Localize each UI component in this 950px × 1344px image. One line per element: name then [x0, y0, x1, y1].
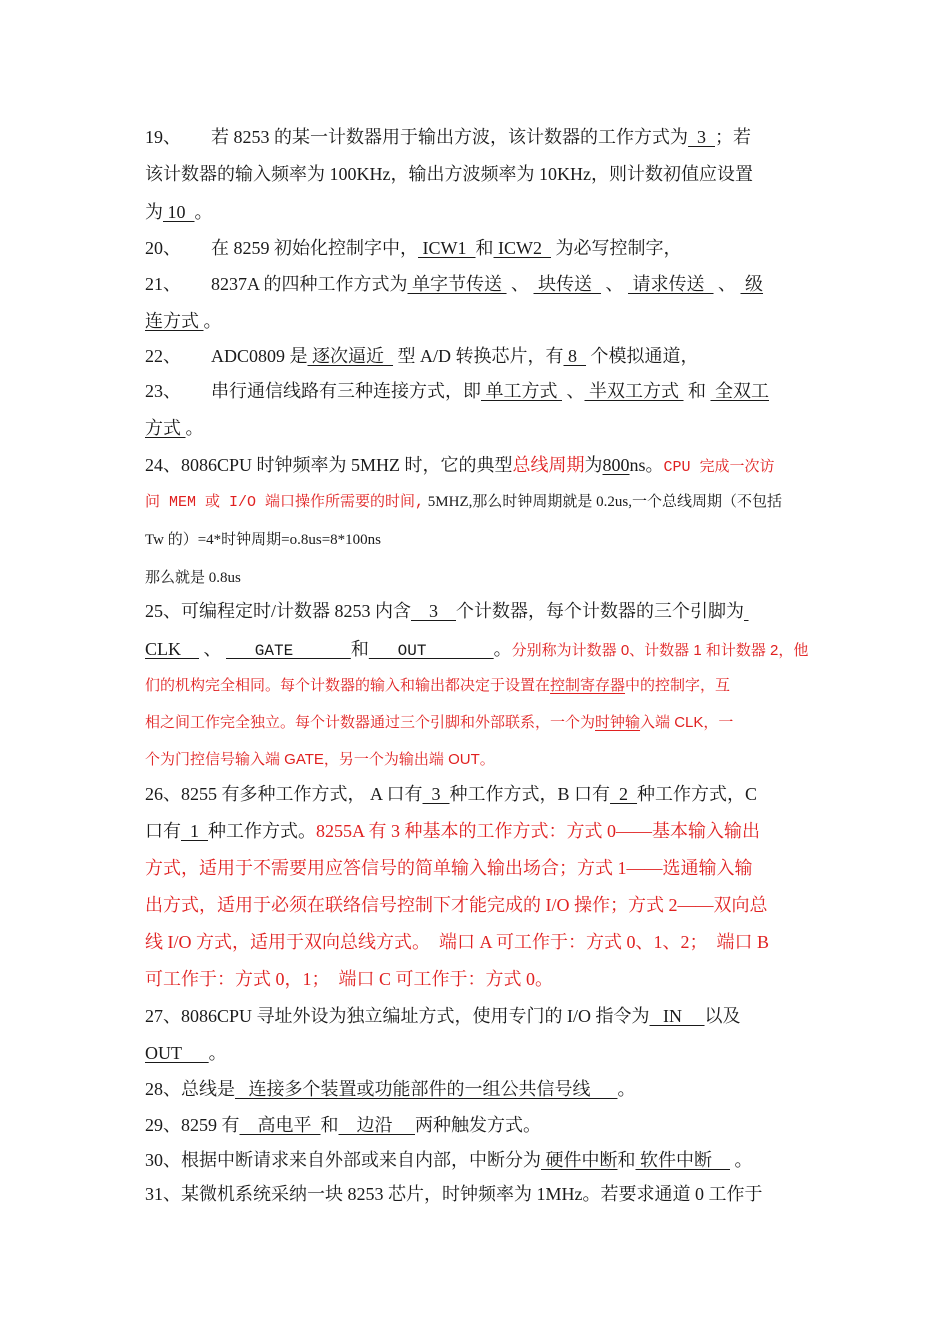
q26-line1: 26、8255 有多种工作方式， A 口有 3 种工作方式，B 口有 2 种工作方式，C — [145, 784, 758, 804]
q27-line1: 27、8086CPU 寻址外设为独立编址方式，使用专门的 I/O 指令为 IN 以及 — [145, 1006, 741, 1026]
q23-number: 23、 — [145, 381, 181, 401]
q20-answer-icw1: ICW1 — [418, 238, 476, 258]
q26-note-line2: 方式，适用于不需要用应答信号的简单输入输出场合；方式 1——选通输入输 — [145, 858, 753, 878]
q19-answer-mode: 3 — [688, 127, 715, 147]
q19-line2: 该计数器的输入频率为 100KHz，输出方波频率为 10KHz，则计数初值应设置 — [145, 164, 753, 184]
q28-answer: 连接多个装置或功能部件的一组公共信号线 — [235, 1079, 618, 1099]
q23-answer-full-duplex-part2: 方式 — [145, 418, 186, 438]
q25-answer-gate: GATE — [226, 642, 351, 660]
q22-answer-type: 逐次逼近 — [307, 346, 394, 366]
q26-note-line4: 线 I/O 方式，适用于双向总线方式。 端口 A 可工作于：方式 0、1、2； 端口 B — [145, 932, 770, 952]
q24-line3: Tw 的）=4*时钟周期=o.8us=8*100ns — [145, 532, 382, 548]
q21-answer-cascade-part1: 级 — [740, 274, 764, 294]
q26-line2: 口有 1 种工作方式。8255A 有 3 种基本的工作方式：方式 0——基本输入输出 — [145, 821, 761, 841]
q26-answer-port-c: 1 — [181, 821, 208, 841]
q22-number: 22、 — [145, 346, 181, 366]
q25-note-line2: 们的机构完全相同。每个计数器的输入和输出都决定于设置在控制寄存器中的控制字，互 — [145, 677, 731, 694]
q19-number: 19、 — [145, 127, 181, 147]
q26-note-line5: 可工作于：方式 0，1； 端口 C 可工作于：方式 0。 — [145, 969, 554, 989]
q20-answer-icw2: ICW2 — [493, 238, 551, 258]
q25-note-line1: 分别称为计数器 0、计数器 1 和计数器 2，他 — [511, 642, 809, 659]
q28-line1: 28、总线是 连接多个装置或功能部件的一组公共信号线 。 — [145, 1079, 636, 1099]
q24-line4: 那么就是 0.8us — [145, 570, 241, 586]
q23-line1: 23、 串行通信线路有三种连接方式，即 单工方式 、 半双工方式 和 全双工 — [145, 381, 769, 401]
q20-line1: 20、 在 8259 初始化控制字中， ICW1 和 ICW2 为必写控制字， — [145, 238, 682, 258]
q25-answer-clk: CLK — [145, 639, 199, 659]
q29-answer-level: 高电平 — [239, 1115, 321, 1135]
q24-line1: 24、8086CPU 时钟频率为 5MHZ 时，它的典型总线周期为800ns。CPU 完成一次访 — [145, 455, 775, 476]
q24-note-part1: CPU 完成一次访 — [663, 459, 775, 476]
q21-answer-single: 单字节传送 — [407, 274, 507, 294]
q29-answer-edge: 边沿 — [338, 1115, 415, 1135]
q27-answer-out: OUT — [145, 1043, 209, 1063]
q31-line1: 31、某微机系统采纳一块 8253 芯片，时钟频率为 1MHz。若要求通道 0 工作于 — [145, 1184, 763, 1204]
q30-line1: 30、根据中断请求来自外部或来自内部，中断分为 硬件中断和 软件中断 。 — [145, 1150, 753, 1170]
q23-line2: 方式 。 — [145, 418, 204, 438]
q29-line1: 29、8259 有 高电平 和 边沿 两种触发方式。 — [145, 1115, 541, 1135]
q25-answer-count: 3 — [411, 601, 456, 621]
q24-line2: 问 MEM 或 I/O 端口操作所需要的时间, 5MHZ,那么时钟周期就是 0.2us,一个总线周期（不包括 — [145, 494, 782, 511]
q30-answer-hardware: 硬件中断 — [541, 1150, 618, 1170]
q30-answer-software: 软件中断 — [635, 1150, 730, 1170]
q19-answer-count: 10 — [163, 202, 195, 222]
q25-note-line4: 个为门控信号输入端 GATE，另一个为输出端 OUT。 — [145, 751, 495, 768]
q22-answer-channels: 8 — [563, 346, 587, 366]
q24-answer: 800 — [602, 455, 630, 475]
q23-answer-half-duplex: 半双工方式 — [584, 381, 684, 401]
q25-answer-out: OUT — [368, 642, 494, 660]
q25-line2: CLK 、 GATE 和 OUT 。分别称为计数器 0、计数器 1 和计数器 2，他 — [145, 639, 809, 660]
q26-answer-port-b: 2 — [610, 784, 638, 804]
q21-answer-demand: 请求传送 — [628, 274, 714, 294]
q19-line3: 为 10 。 — [145, 202, 213, 222]
q25-note-line3: 相之间工作完全独立。每个计数器通过三个引脚和外部联系，一个为时钟输入端 CLK，一 — [145, 714, 734, 731]
q26-answer-port-a: 3 — [422, 784, 450, 804]
q21-line1: 21、 8237A 的四种工作方式为 单字节传送 、 块传送 、 请求传送 、 级 — [145, 274, 764, 294]
q21-line2: 连方式 。 — [145, 311, 222, 331]
q24-keyword-bus-cycle: 总线周期 — [512, 455, 585, 475]
q25-keyword-control-register: 控制寄存器 — [550, 677, 626, 694]
q21-number: 21、 — [145, 274, 181, 294]
q25-keyword-clock-input: 时钟输 — [595, 714, 641, 731]
q22-line1: 22、 ADC0809 是 逐次逼近 型 A/D 转换芯片，有 8 个模拟通道， — [145, 346, 699, 366]
q21-answer-cascade-part2: 连方式 — [145, 311, 204, 331]
q26-note-line1: 8255A 有 3 种基本的工作方式：方式 0——基本输入输出 — [316, 821, 761, 841]
q23-answer-full-duplex-part1: 全双工 — [710, 381, 769, 401]
q23-answer-simplex: 单工方式 — [481, 381, 562, 401]
q19-line1: 19、 若 8253 的某一计数器用于输出方波，该计数器的工作方式为 3 ；若 — [145, 127, 751, 147]
q20-number: 20、 — [145, 238, 181, 258]
q27-answer-in: IN — [649, 1006, 705, 1026]
q27-line2: OUT 。 — [145, 1043, 227, 1063]
q24-note-part2: 问 MEM 或 I/O 端口操作所需要的时间, — [145, 494, 425, 511]
q26-note-line3: 出方式，适用于必须在联络信号控制下才能完成的 I/O 操作；方式 2——双向总 — [145, 895, 768, 915]
q21-answer-block: 块传送 — [533, 274, 602, 294]
q25-line1: 25、可编程定时/计数器 8253 内含 3 个计数器，每个计数器的三个引脚为 — [145, 601, 744, 621]
